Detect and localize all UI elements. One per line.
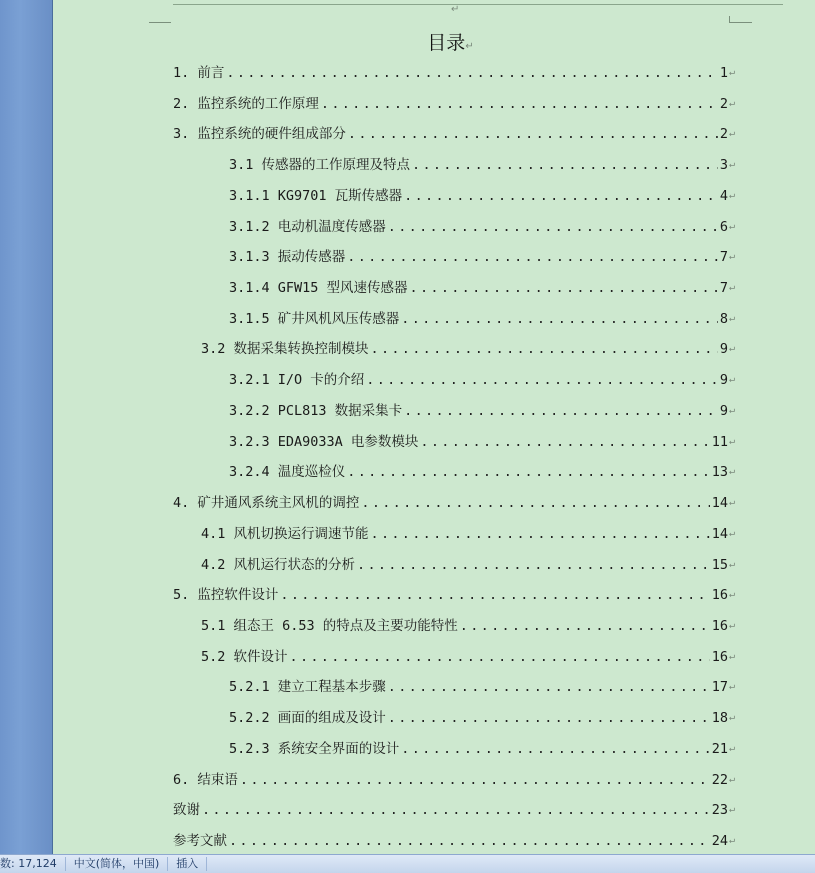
toc-entry-label: 5.2.2 画面的组成及设计: [229, 710, 386, 727]
toc-entry-label: 3.1.2 电动机温度传感器: [229, 218, 386, 235]
toc-leader: [404, 401, 718, 421]
word-count-indicator[interactable]: 数: 17,124: [0, 857, 66, 871]
toc-entry-page: 15: [711, 556, 728, 573]
toc-entry[interactable]: [229, 155, 735, 175]
toc-entry[interactable]: [229, 370, 735, 390]
paragraph-mark-icon: ↵: [451, 4, 460, 15]
toc-entry-page: 7: [719, 249, 728, 266]
paragraph-mark-icon: ↵: [728, 497, 735, 509]
toc-entry-label: 1. 前言: [173, 65, 225, 81]
document-page[interactable]: [52, 0, 815, 854]
toc-entry-page: 4: [719, 187, 728, 204]
paragraph-mark-icon: ↵: [728, 189, 735, 201]
toc-leader: [388, 217, 718, 237]
toc-entry-page: 22: [711, 771, 728, 788]
paragraph-mark-icon: ↵: [728, 159, 735, 171]
toc-entry-page: 13: [711, 464, 728, 481]
toc-entry[interactable]: [201, 524, 735, 544]
paragraph-mark-icon: ↵: [728, 650, 735, 662]
toc-leader: [410, 278, 718, 298]
paragraph-mark-icon: ↵: [728, 374, 735, 386]
toc-leader: [388, 708, 710, 728]
toc-entry-label: 3.2.1 I/O 卡的介绍: [229, 372, 365, 389]
toc-entry[interactable]: [173, 94, 735, 114]
toc-entry-label: 参考文献: [173, 833, 227, 849]
toc-leader: [202, 800, 710, 820]
paragraph-mark-icon: ↵: [728, 251, 735, 263]
toc-leader: [357, 555, 710, 575]
toc-leader: [412, 155, 718, 175]
language-indicator[interactable]: 中文(简体，中国): [66, 857, 169, 871]
toc-entry-page: 18: [711, 710, 728, 727]
paragraph-mark-icon: ↵: [728, 128, 735, 140]
toc-leader: [420, 432, 709, 452]
toc-entry-page: 11: [711, 433, 728, 450]
paragraph-mark-icon: ↵: [728, 466, 735, 478]
toc-entry-label: 5. 监控软件设计: [173, 587, 279, 604]
toc-leader: [347, 247, 718, 267]
toc-leader: [290, 647, 710, 667]
paragraph-mark-icon: ↵: [728, 742, 735, 754]
toc-entry-label: 3.2.2 PCL813 数据采集卡: [229, 402, 403, 419]
toc-entry[interactable]: [229, 247, 735, 267]
margin-corner-right: [729, 16, 752, 23]
toc-entry[interactable]: [173, 493, 735, 513]
toc-entry-page: 16: [711, 617, 728, 634]
toc-leader: [347, 462, 709, 482]
toc-entry[interactable]: [229, 401, 735, 421]
toc-entry-label: 致谢: [173, 802, 200, 819]
toc-leader: [371, 339, 718, 359]
toc-entry-label: 3.1.4 GFW15 型风速传感器: [229, 280, 408, 297]
toc-entry[interactable]: [173, 831, 735, 851]
toc-entry-page: 2: [719, 95, 728, 112]
toc-entry-page: 7: [719, 280, 728, 297]
paragraph-mark-icon: ↵: [728, 343, 735, 355]
paragraph-mark-icon: ↵: [728, 835, 735, 846]
toc-entry-label: 5.2.1 建立工程基本步骤: [229, 679, 386, 696]
toc-entry-label: 5.2 软件设计: [201, 648, 288, 665]
paragraph-mark-icon: ↵: [728, 804, 735, 816]
toc-leader: [280, 585, 709, 605]
toc-entry[interactable]: [229, 432, 735, 452]
toc-entry-label: 5.1 组态王 6.53 的特点及主要功能特性: [201, 617, 458, 634]
toc-entry[interactable]: [173, 124, 735, 144]
toc-entry-page: 8: [719, 310, 728, 327]
toc-entry-label: 3.2.4 温度巡检仪: [229, 464, 346, 481]
insert-mode-indicator[interactable]: 插入: [168, 857, 207, 871]
toc-leader: [229, 831, 710, 851]
toc-entry-page: 16: [711, 648, 728, 665]
toc-leader: [240, 770, 710, 790]
status-bar: [0, 854, 815, 873]
toc-leader: [226, 63, 717, 83]
toc-entry-label: 3.2 数据采集转换控制模块: [201, 341, 369, 358]
toc-entry-page: 2: [719, 126, 728, 143]
toc-leader: [371, 524, 710, 544]
toc-entry[interactable]: [173, 800, 735, 820]
paragraph-mark-icon: ↵: [728, 312, 735, 324]
toc-entry[interactable]: [173, 585, 735, 605]
toc-entry-label: 6. 结束语: [173, 771, 238, 788]
paragraph-mark-icon: ↵: [728, 712, 735, 724]
paragraph-mark-icon: ↵: [728, 282, 735, 294]
toc-entry-label: 2. 监控系统的工作原理: [173, 95, 319, 112]
toc-entry[interactable]: [201, 647, 735, 667]
toc-entry[interactable]: [229, 739, 735, 759]
toc-entry[interactable]: [229, 677, 735, 697]
toc-entry-page: 9: [719, 341, 728, 358]
margin-corner-left: [149, 16, 171, 23]
paragraph-mark-icon: ↵: [728, 67, 735, 78]
toc-entry[interactable]: [229, 462, 735, 482]
toc-entry[interactable]: [229, 708, 735, 728]
paragraph-mark-icon: ↵: [728, 773, 735, 785]
toc-entry-page: 1: [719, 65, 728, 81]
toc-entry-page: 21: [711, 740, 728, 757]
toc-entry-page: 23: [711, 802, 728, 819]
toc-entry[interactable]: [173, 770, 735, 790]
paragraph-mark-icon: ↵: [728, 681, 735, 693]
toc-entry-page: 9: [719, 402, 728, 419]
toc-entry-page: 17: [711, 679, 728, 696]
toc-entry[interactable]: [229, 186, 735, 206]
paragraph-mark-icon: ↵: [728, 558, 735, 570]
toc-leader: [404, 186, 718, 206]
toc-entry-page: 6: [719, 218, 728, 235]
paragraph-mark-icon: ↵: [728, 404, 735, 416]
toc-leader: [401, 309, 718, 329]
toc-entry[interactable]: [173, 63, 735, 83]
paragraph-mark-icon: ↵: [465, 41, 474, 52]
toc-entry-label: 4.2 风机运行状态的分析: [201, 556, 356, 573]
toc-entry-page: 24: [711, 833, 728, 849]
toc-entry-page: 14: [711, 525, 728, 542]
toc-entry-label: 4. 矿井通风系统主风机的调控: [173, 495, 360, 512]
toc-entry[interactable]: [201, 555, 735, 575]
paragraph-mark-icon: ↵: [728, 97, 735, 109]
toc-leader: [361, 493, 709, 513]
toc-entry-label: 3.1.1 KG9701 瓦斯传感器: [229, 187, 403, 204]
paragraph-mark-icon: ↵: [728, 435, 735, 447]
toc-entry-page: 14: [711, 495, 728, 512]
toc-entry-page: 16: [711, 587, 728, 604]
toc-entry-label: 3.1.3 振动传感器: [229, 249, 346, 266]
toc-title-text: 目录: [427, 32, 466, 54]
toc-entry[interactable]: [201, 616, 735, 636]
toc-leader: [460, 616, 710, 636]
toc-entry-page: 9: [719, 372, 728, 389]
toc-entry-label: 3.1.5 矿井风机风压传感器: [229, 310, 400, 327]
toc-leader: [366, 370, 718, 390]
paragraph-mark-icon: ↵: [728, 619, 735, 631]
toc-leader: [321, 94, 718, 114]
toc-leader: [401, 739, 709, 759]
toc-entry[interactable]: [229, 278, 735, 298]
toc-entry[interactable]: [229, 309, 735, 329]
toc-entry[interactable]: [201, 339, 735, 359]
toc-entry-label: 3. 监控系统的硬件组成部分: [173, 126, 346, 143]
toc-title[interactable]: [53, 28, 815, 55]
toc-entry-label: 5.2.3 系统安全界面的设计: [229, 740, 400, 757]
toc-entry[interactable]: [229, 217, 735, 237]
paragraph-mark-icon: ↵: [728, 589, 735, 601]
toc-entry-label: 3.2.3 EDA9033A 电参数模块: [229, 433, 419, 450]
header-rule: [173, 4, 783, 5]
toc-entry-label: 3.1 传感器的工作原理及特点: [229, 157, 411, 174]
toc-leader: [388, 677, 710, 697]
toc-leader: [348, 124, 718, 144]
toc-entry-label: 4.1 风机切换运行调速节能: [201, 525, 369, 542]
paragraph-mark-icon: ↵: [728, 220, 735, 232]
paragraph-mark-icon: ↵: [728, 527, 735, 539]
toc-entry-page: 3: [719, 157, 728, 174]
